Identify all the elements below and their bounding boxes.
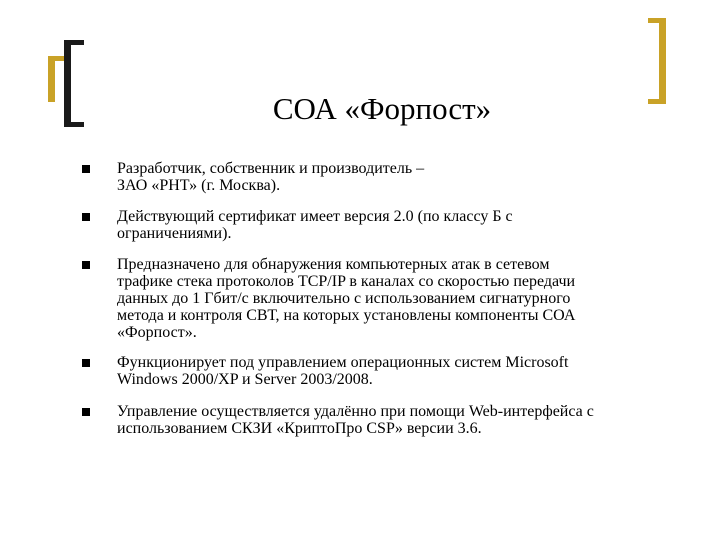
bullet-marker-icon xyxy=(82,165,90,173)
right-gold-bracket-top-decoration xyxy=(648,18,666,23)
left-dark-bracket-top-decoration xyxy=(64,40,84,45)
bullet-text: Управление осуществляется удалённо при помощи Web-интерфейса с использованием СКЗИ «КриптоПро CSP» версии 3.6. xyxy=(117,403,594,437)
right-gold-bracket-bottom-decoration xyxy=(648,99,666,104)
bullet-marker-icon xyxy=(82,213,90,221)
right-gold-bracket-decoration xyxy=(659,18,666,104)
bullet-marker-icon xyxy=(82,261,90,269)
bullet-marker-icon xyxy=(82,359,90,367)
bullet-marker-icon xyxy=(82,408,90,416)
slide-title: СОА «Форпост» xyxy=(272,90,492,126)
left-dark-bracket-decoration xyxy=(64,40,71,127)
bullet-text: Функционирует под управлением операционных систем Microsoft Windows 2000/XP и Server 2003/2008. xyxy=(117,354,569,388)
left-gold-bracket-decoration xyxy=(48,56,55,102)
left-dark-bracket-bottom-decoration xyxy=(64,122,84,127)
bullet-text: Разработчик, собственник и производитель – ЗАО «РНТ» (г. Москва). xyxy=(117,160,425,194)
bullet-text: Предназначено для обнаружения компьютерных атак в сетевом трафике стека протоколов TCP/IP в каналах со скоростью передачи данных до 1 Гбит/с включительно с использованием сигнатурного метода и контроля СВТ, на которых установлены компоненты СОА «Форпост». xyxy=(117,256,576,341)
bullet-text: Действующий сертификат имеет версия 2.0 (по классу Б с ограничениями). xyxy=(117,208,513,242)
